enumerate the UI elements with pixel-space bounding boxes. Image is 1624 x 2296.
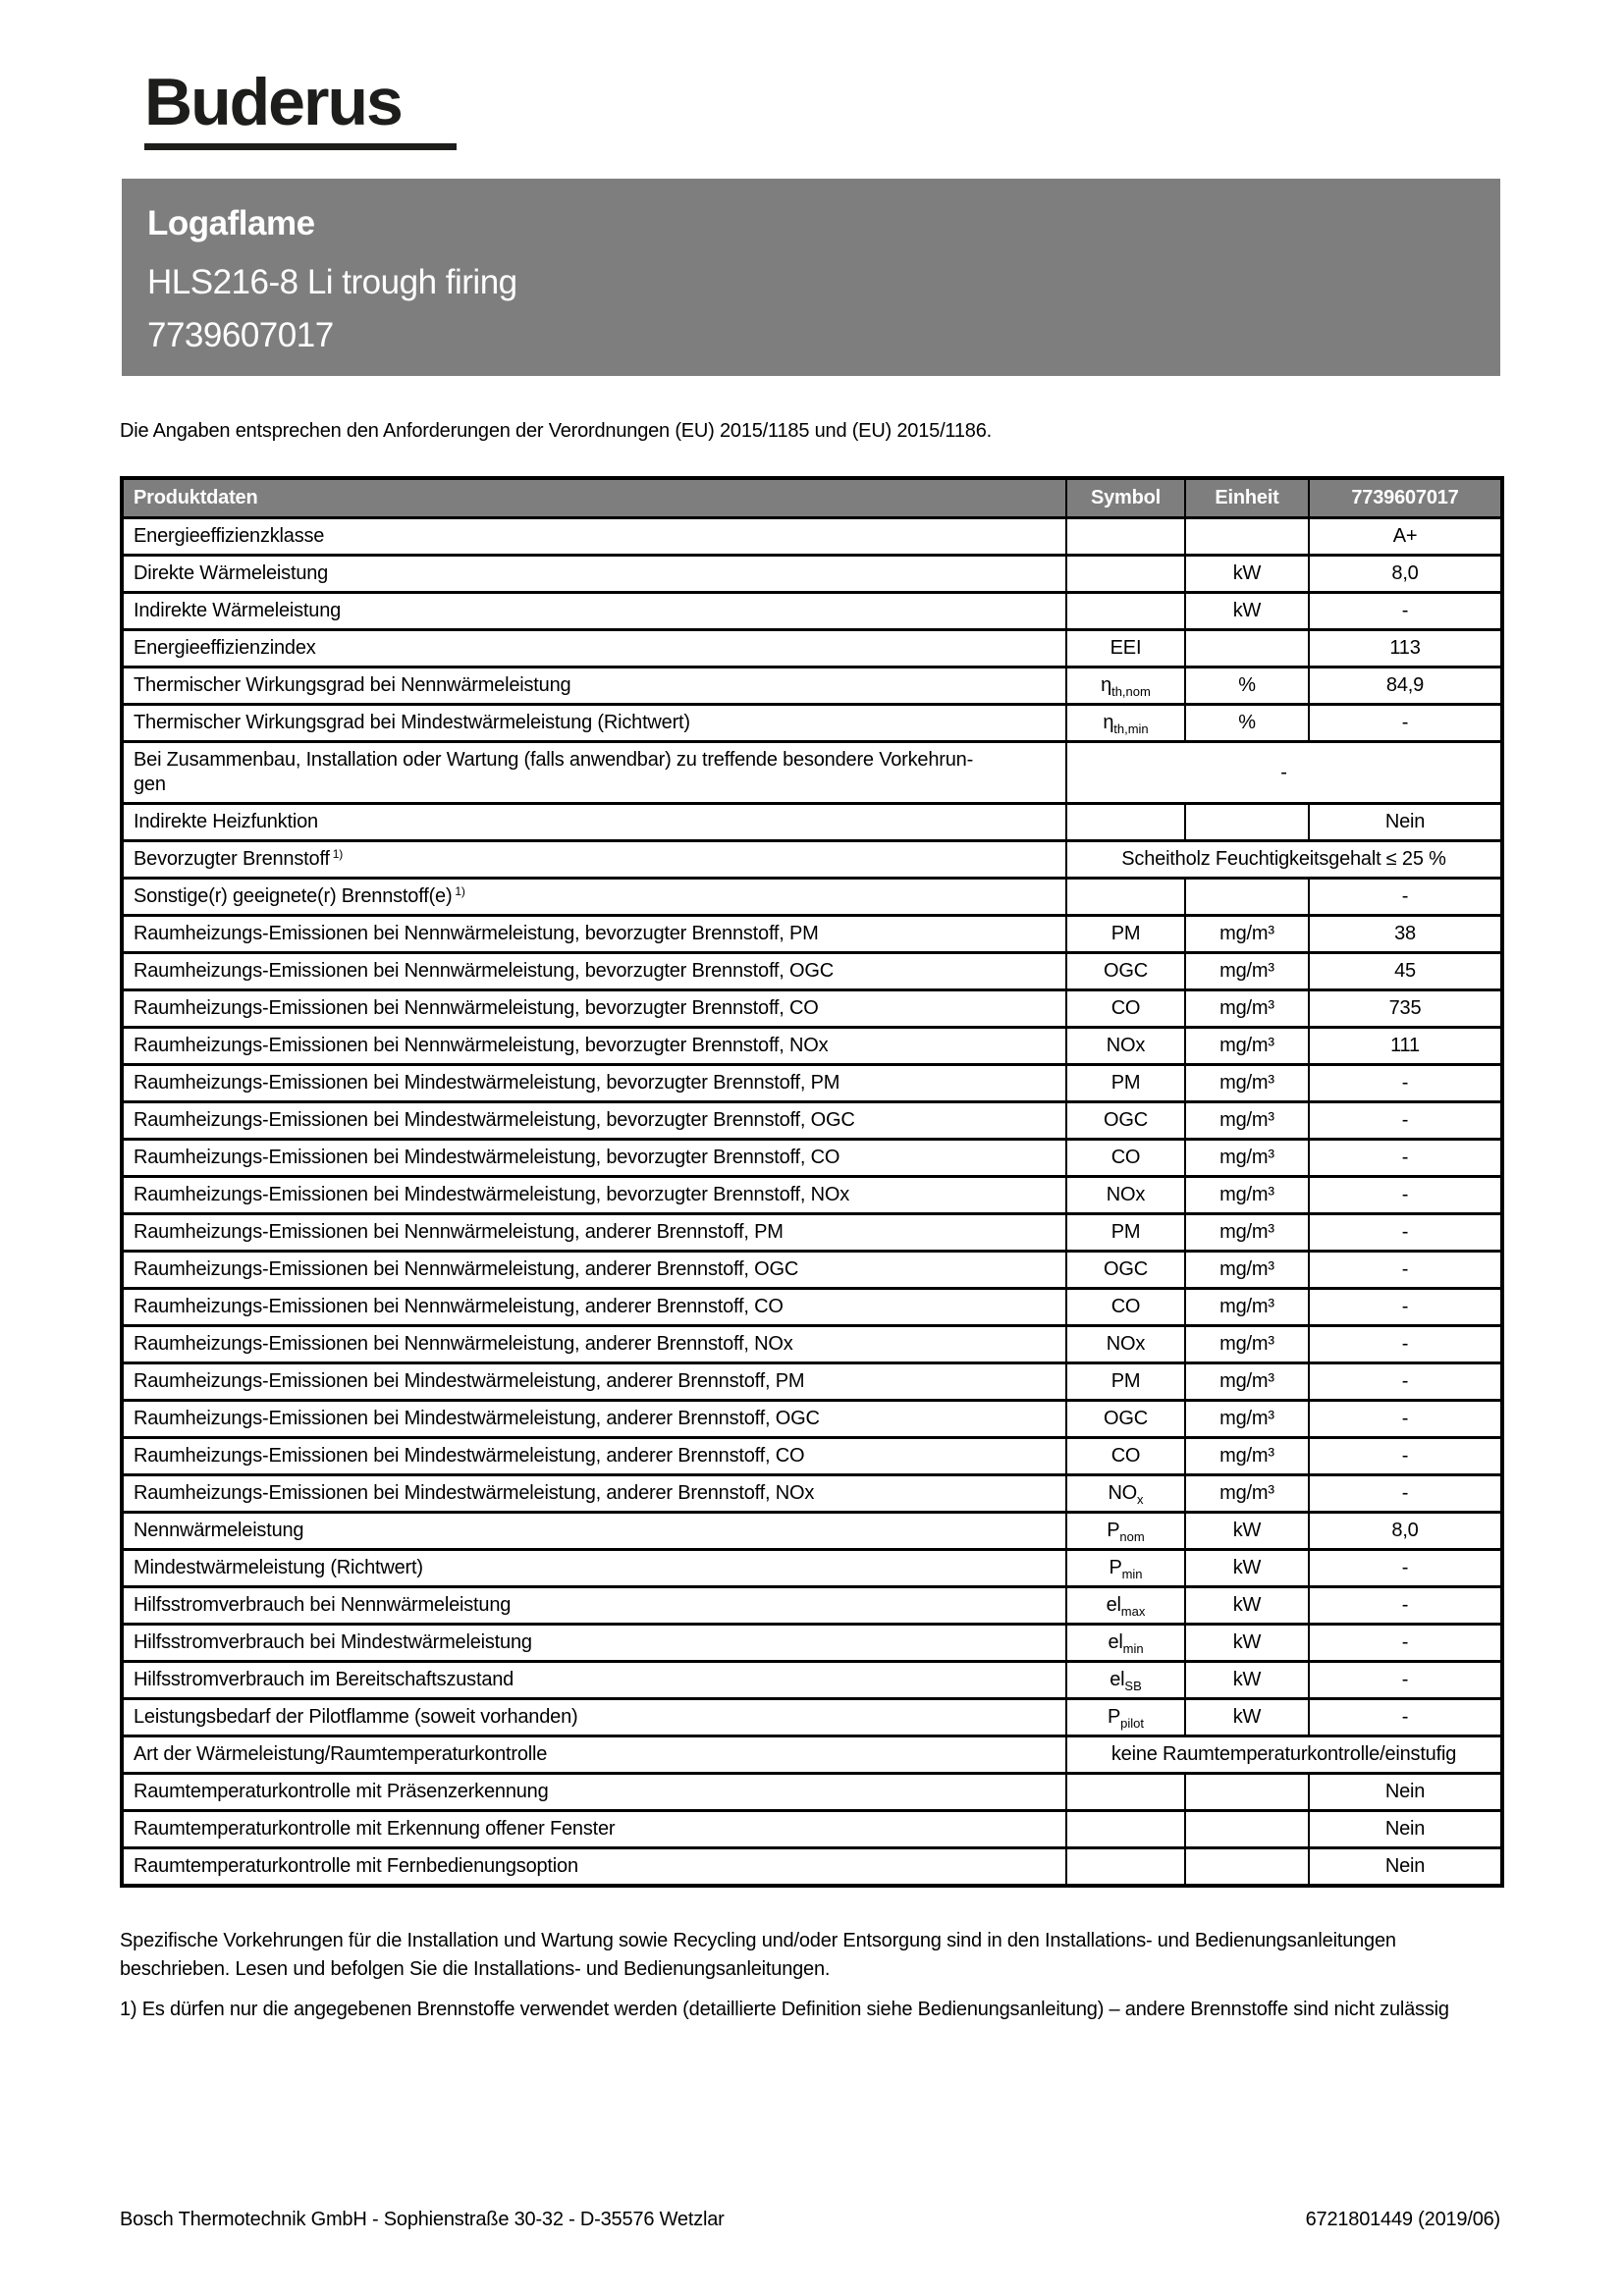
product-data-table bbox=[120, 476, 1504, 1888]
table-header-row bbox=[122, 478, 1502, 518]
symbol-cell bbox=[1066, 556, 1185, 593]
table-row bbox=[122, 1848, 1502, 1887]
table-row bbox=[122, 879, 1502, 916]
header-article-number: 7739607017 bbox=[1309, 478, 1502, 518]
value-cell: 38 bbox=[1309, 916, 1502, 953]
symbol-cell bbox=[1066, 804, 1185, 841]
symbol-subscript: max bbox=[1120, 1604, 1146, 1619]
symbol-cell: $el_{max}$ bbox=[1066, 1587, 1185, 1625]
parameter-label-cell: Sonstige(r) geeignete(r) Brennstoff(e) $^{1)}$ bbox=[122, 879, 1066, 916]
value-cell: - bbox=[1309, 1214, 1502, 1252]
symbol-cell: OGC bbox=[1066, 1252, 1185, 1289]
table-row bbox=[122, 1662, 1502, 1699]
symbol-subscript: pilot bbox=[1120, 1716, 1144, 1731]
product-line-name: Logaflame bbox=[147, 204, 315, 242]
symbol-cell: $el_{SB}$ bbox=[1066, 1662, 1185, 1699]
symbol-cell bbox=[1066, 879, 1185, 916]
table-row bbox=[122, 1140, 1502, 1177]
footnote-marker: 1) bbox=[455, 884, 465, 898]
unit-cell: mg/m³ bbox=[1185, 1326, 1309, 1363]
header-symbol: Symbol bbox=[1066, 478, 1185, 518]
symbol-cell bbox=[1066, 518, 1185, 556]
parameter-label-cell: Raumtemperaturkontrolle mit Fernbedienungsoption bbox=[122, 1848, 1066, 1887]
value-cell: 8,0 bbox=[1309, 1513, 1502, 1550]
unit-cell bbox=[1185, 1811, 1309, 1848]
parameter-label-cell: Nennwärmeleistung bbox=[122, 1513, 1066, 1550]
symbol-cell: NOx bbox=[1066, 1326, 1185, 1363]
unit-cell: mg/m³ bbox=[1185, 1438, 1309, 1475]
value-cell: - bbox=[1309, 1699, 1502, 1736]
value-cell: - bbox=[1309, 1102, 1502, 1140]
buderus-logo-text: Buderus bbox=[144, 65, 402, 139]
parameter-label-cell: Mindestwärmeleistung (Richtwert) bbox=[122, 1550, 1066, 1587]
symbol-subscript: SB bbox=[1124, 1679, 1142, 1693]
value-cell: - bbox=[1309, 1289, 1502, 1326]
parameter-label-cell: Raumheizungs-Emissionen bei Nennwärmeleistung, bevorzugter Brennstoff, CO bbox=[122, 990, 1066, 1028]
value-cell: - bbox=[1309, 1065, 1502, 1102]
value-cell: - bbox=[1309, 593, 1502, 630]
parameter-label-cell: Indirekte Heizfunktion bbox=[122, 804, 1066, 841]
symbol-cell: CO bbox=[1066, 1140, 1185, 1177]
symbol-subscript: min bbox=[1121, 1567, 1143, 1581]
unit-cell: mg/m³ bbox=[1185, 953, 1309, 990]
table-row bbox=[122, 556, 1502, 593]
table-row bbox=[122, 1401, 1502, 1438]
symbol-cell: PM bbox=[1066, 1214, 1185, 1252]
unit-cell: % bbox=[1185, 667, 1309, 705]
table-row bbox=[122, 804, 1502, 841]
unit-cell: mg/m³ bbox=[1185, 1289, 1309, 1326]
symbol-cell: PM bbox=[1066, 1363, 1185, 1401]
table-row bbox=[122, 1587, 1502, 1625]
table-row bbox=[122, 1363, 1502, 1401]
symbol-cell bbox=[1066, 593, 1185, 630]
parameter-label-cell: Raumheizungs-Emissionen bei Mindestwärmeleistung, bevorzugter Brennstoff, PM bbox=[122, 1065, 1066, 1102]
value-cell: Nein bbox=[1309, 1811, 1502, 1848]
parameter-label-cell: Hilfsstromverbrauch im Bereitschaftszustand bbox=[122, 1662, 1066, 1699]
unit-cell bbox=[1185, 804, 1309, 841]
parameter-label-cell: Raumheizungs-Emissionen bei Mindestwärmeleistung, bevorzugter Brennstoff, OGC bbox=[122, 1102, 1066, 1140]
symbol-subscript: min bbox=[1122, 1641, 1144, 1656]
parameter-label-cell: Raumtemperaturkontrolle mit Präsenzerkennung bbox=[122, 1774, 1066, 1811]
unit-cell: mg/m³ bbox=[1185, 1475, 1309, 1513]
unit-cell: kW bbox=[1185, 1587, 1309, 1625]
value-cell: 113 bbox=[1309, 630, 1502, 667]
parameter-label-cell: Hilfsstromverbrauch bei Mindestwärmeleistung bbox=[122, 1625, 1066, 1662]
value-cell: Nein bbox=[1309, 1848, 1502, 1887]
header-einheit: Einheit bbox=[1185, 478, 1309, 518]
unit-cell: mg/m³ bbox=[1185, 1177, 1309, 1214]
value-cell: - bbox=[1309, 1625, 1502, 1662]
table-row bbox=[122, 916, 1502, 953]
table-row bbox=[122, 593, 1502, 630]
value-cell: - bbox=[1309, 1662, 1502, 1699]
symbol-cell: $P_{nom}$ bbox=[1066, 1513, 1185, 1550]
parameter-label-cell: Indirekte Wärmeleistung bbox=[122, 593, 1066, 630]
parameter-label-cell: Raumheizungs-Emissionen bei Mindestwärmeleistung, anderer Brennstoff, CO bbox=[122, 1438, 1066, 1475]
table-row bbox=[122, 1736, 1502, 1774]
footnote-marker: 1) bbox=[332, 847, 344, 861]
symbol-cell: OGC bbox=[1066, 1102, 1185, 1140]
value-cell: - bbox=[1309, 1550, 1502, 1587]
unit-cell: mg/m³ bbox=[1185, 1102, 1309, 1140]
parameter-label-cell: Raumheizungs-Emissionen bei Mindestwärmeleistung, bevorzugter Brennstoff, CO bbox=[122, 1140, 1066, 1177]
parameter-label-cell: Raumheizungs-Emissionen bei Mindestwärmeleistung, bevorzugter Brennstoff, NOx bbox=[122, 1177, 1066, 1214]
table-row bbox=[122, 841, 1502, 879]
symbol-cell: NOx bbox=[1066, 1028, 1185, 1065]
parameter-label-cell: Leistungsbedarf der Pilotflamme (soweit vorhanden) bbox=[122, 1699, 1066, 1736]
unit-cell bbox=[1185, 1774, 1309, 1811]
merged-value-cell: Scheitholz Feuchtigkeitsgehalt ≤ 25 % bbox=[1066, 841, 1502, 879]
parameter-label-cell: Raumheizungs-Emissionen bei Mindestwärmeleistung, anderer Brennstoff, OGC bbox=[122, 1401, 1066, 1438]
unit-cell: kW bbox=[1185, 1550, 1309, 1587]
table-row bbox=[122, 1177, 1502, 1214]
value-cell: - bbox=[1309, 1326, 1502, 1363]
table-row bbox=[122, 667, 1502, 705]
parameter-label-cell: Raumheizungs-Emissionen bei Nennwärmeleistung, bevorzugter Brennstoff, PM bbox=[122, 916, 1066, 953]
value-cell: 111 bbox=[1309, 1028, 1502, 1065]
symbol-cell: $\eta_{th,min}$ bbox=[1066, 705, 1185, 742]
unit-cell: mg/m³ bbox=[1185, 916, 1309, 953]
parameter-label-cell: Raumheizungs-Emissionen bei Nennwärmeleistung, anderer Brennstoff, OGC bbox=[122, 1252, 1066, 1289]
symbol-cell: PM bbox=[1066, 1065, 1185, 1102]
table-row bbox=[122, 742, 1502, 804]
buderus-logo bbox=[144, 65, 457, 150]
symbol-cell: $P_{pilot}$ bbox=[1066, 1699, 1185, 1736]
table-row bbox=[122, 1774, 1502, 1811]
merged-value-cell: keine Raumtemperaturkontrolle/einstufig bbox=[1066, 1736, 1502, 1774]
logo-underline bbox=[144, 143, 457, 150]
parameter-label-cell: Hilfsstromverbrauch bei Nennwärmeleistung bbox=[122, 1587, 1066, 1625]
value-cell: - bbox=[1309, 1177, 1502, 1214]
parameter-label-cell: Raumheizungs-Emissionen bei Nennwärmeleistung, bevorzugter Brennstoff, NOx bbox=[122, 1028, 1066, 1065]
parameter-label-cell: Raumheizungs-Emissionen bei Nennwärmeleistung, anderer Brennstoff, CO bbox=[122, 1289, 1066, 1326]
unit-cell: kW bbox=[1185, 1699, 1309, 1736]
table-row bbox=[122, 705, 1502, 742]
unit-cell: mg/m³ bbox=[1185, 1252, 1309, 1289]
parameter-label-cell: Raumheizungs-Emissionen bei Mindestwärmeleistung, anderer Brennstoff, NOx bbox=[122, 1475, 1066, 1513]
symbol-cell: CO bbox=[1066, 1438, 1185, 1475]
table-row bbox=[122, 1252, 1502, 1289]
symbol-cell: OGC bbox=[1066, 953, 1185, 990]
parameter-label-cell: Energieeffizienzindex bbox=[122, 630, 1066, 667]
value-cell: - bbox=[1309, 1401, 1502, 1438]
table-row bbox=[122, 1028, 1502, 1065]
symbol-cell: $P_{min}$ bbox=[1066, 1550, 1185, 1587]
unit-cell: mg/m³ bbox=[1185, 1028, 1309, 1065]
parameter-label-cell: Raumheizungs-Emissionen bei Mindestwärmeleistung, anderer Brennstoff, PM bbox=[122, 1363, 1066, 1401]
parameter-label-cell: Thermischer Wirkungsgrad bei Mindestwärmeleistung (Richtwert) bbox=[122, 705, 1066, 742]
table-row bbox=[122, 630, 1502, 667]
table-row bbox=[122, 1102, 1502, 1140]
parameter-label-cell: Thermischer Wirkungsgrad bei Nennwärmeleistung bbox=[122, 667, 1066, 705]
table-row bbox=[122, 1625, 1502, 1662]
symbol-cell: EEI bbox=[1066, 630, 1185, 667]
value-cell: 735 bbox=[1309, 990, 1502, 1028]
table-row bbox=[122, 1326, 1502, 1363]
symbol-cell: $el_{min}$ bbox=[1066, 1625, 1185, 1662]
value-cell: - bbox=[1309, 705, 1502, 742]
symbol-subscript: nom bbox=[1119, 1529, 1145, 1544]
parameter-label-cell: Raumheizungs-Emissionen bei Nennwärmeleistung, anderer Brennstoff, NOx bbox=[122, 1326, 1066, 1363]
symbol-cell: CO bbox=[1066, 990, 1185, 1028]
symbol-cell: NOx bbox=[1066, 1177, 1185, 1214]
page-footer bbox=[120, 2209, 1500, 2231]
table-row bbox=[122, 1699, 1502, 1736]
unit-cell bbox=[1185, 518, 1309, 556]
value-cell: - bbox=[1309, 1363, 1502, 1401]
maintenance-note: Spezifische Vorkehrungen für die Installation und Wartung sowie Recycling und/oder Entsorgung sind in den Installations- und Bedienungsanleitungen beschrieben. Lesen und befolgen Sie die Installations- und Bedienungsanleitungen. bbox=[120, 1930, 1396, 1980]
symbol-cell bbox=[1066, 1774, 1185, 1811]
footer-company-address: Bosch Thermotechnik GmbH - Sophienstraße 30-32 - D-35576 Wetzlar bbox=[120, 2209, 725, 2230]
unit-cell: % bbox=[1185, 705, 1309, 742]
table-row bbox=[122, 1438, 1502, 1475]
unit-cell: kW bbox=[1185, 593, 1309, 630]
symbol-subscript: th,min bbox=[1113, 721, 1149, 736]
parameter-label-cell: Raumtemperaturkontrolle mit Erkennung offener Fenster bbox=[122, 1811, 1066, 1848]
value-cell: - bbox=[1309, 1438, 1502, 1475]
unit-cell: kW bbox=[1185, 1513, 1309, 1550]
table-row bbox=[122, 518, 1502, 556]
table-row bbox=[122, 1550, 1502, 1587]
value-cell: - bbox=[1309, 1140, 1502, 1177]
product-model-name: HLS216-8 Li trough firing bbox=[147, 263, 517, 301]
merged-value-cell: - bbox=[1066, 742, 1502, 804]
product-banner bbox=[122, 179, 1500, 376]
symbol-cell bbox=[1066, 1848, 1185, 1887]
unit-cell: mg/m³ bbox=[1185, 1065, 1309, 1102]
unit-cell bbox=[1185, 1848, 1309, 1887]
symbol-cell: $NO_x$ bbox=[1066, 1475, 1185, 1513]
parameter-label-cell: Energieeffizienzklasse bbox=[122, 518, 1066, 556]
table-row bbox=[122, 953, 1502, 990]
unit-cell: mg/m³ bbox=[1185, 1140, 1309, 1177]
unit-cell bbox=[1185, 630, 1309, 667]
table-row bbox=[122, 1065, 1502, 1102]
symbol-cell: PM bbox=[1066, 916, 1185, 953]
parameter-label-cell: Raumheizungs-Emissionen bei Nennwärmeleistung, bevorzugter Brennstoff, OGC bbox=[122, 953, 1066, 990]
value-cell: A+ bbox=[1309, 518, 1502, 556]
table-row bbox=[122, 990, 1502, 1028]
value-cell: - bbox=[1309, 1475, 1502, 1513]
unit-cell: mg/m³ bbox=[1185, 1401, 1309, 1438]
symbol-subscript: th,nom bbox=[1111, 684, 1151, 699]
value-cell: 84,9 bbox=[1309, 667, 1502, 705]
parameter-label-cell: Direkte Wärmeleistung bbox=[122, 556, 1066, 593]
table-row bbox=[122, 1289, 1502, 1326]
parameter-label-cell: Raumheizungs-Emissionen bei Nennwärmeleistung, anderer Brennstoff, PM bbox=[122, 1214, 1066, 1252]
footer-document-number: 6721801449 (2019/06) bbox=[1305, 2209, 1500, 2230]
unit-cell: kW bbox=[1185, 556, 1309, 593]
unit-cell: mg/m³ bbox=[1185, 1363, 1309, 1401]
unit-cell: mg/m³ bbox=[1185, 1214, 1309, 1252]
table-row bbox=[122, 1214, 1502, 1252]
value-cell: 8,0 bbox=[1309, 556, 1502, 593]
table-row bbox=[122, 1811, 1502, 1848]
table-row bbox=[122, 1513, 1502, 1550]
regulation-intro-text: Die Angaben entsprechen den Anforderungen der Verordnungen (EU) 2015/1185 und (EU) 2015/1186. bbox=[120, 420, 992, 442]
value-cell: Nein bbox=[1309, 1774, 1502, 1811]
symbol-subscript: x bbox=[1137, 1492, 1144, 1507]
value-cell: - bbox=[1309, 1252, 1502, 1289]
header-produktdaten: Produktdaten bbox=[122, 478, 1066, 518]
unit-cell: kW bbox=[1185, 1662, 1309, 1699]
symbol-cell bbox=[1066, 1811, 1185, 1848]
unit-cell: kW bbox=[1185, 1625, 1309, 1662]
unit-cell: mg/m³ bbox=[1185, 990, 1309, 1028]
fuel-footnote: 1) Es dürfen nur die angegebenen Brennstoffe verwendet werden (detaillierte Definition siehe Bedienungsanleitung) – andere Brennstoffe sind nicht zulässig bbox=[120, 1999, 1449, 2020]
parameter-label-cell: Bevorzugter Brennstoff $^{1)}$ bbox=[122, 841, 1066, 879]
unit-cell bbox=[1185, 879, 1309, 916]
symbol-cell: OGC bbox=[1066, 1401, 1185, 1438]
value-cell: - bbox=[1309, 879, 1502, 916]
article-number: 7739607017 bbox=[147, 316, 334, 354]
value-cell: - bbox=[1309, 1587, 1502, 1625]
symbol-cell: CO bbox=[1066, 1289, 1185, 1326]
table-row bbox=[122, 1475, 1502, 1513]
value-cell: 45 bbox=[1309, 953, 1502, 990]
symbol-cell: $\eta_{th,nom}$ bbox=[1066, 667, 1185, 705]
parameter-label-cell: Art der Wärmeleistung/Raumtemperaturkontrolle bbox=[122, 1736, 1066, 1774]
parameter-label-cell: Bei Zusammenbau, Installation oder Wartung (falls anwendbar) zu treffende besondere Vorkehrun- gen bbox=[122, 742, 1066, 804]
value-cell: Nein bbox=[1309, 804, 1502, 841]
